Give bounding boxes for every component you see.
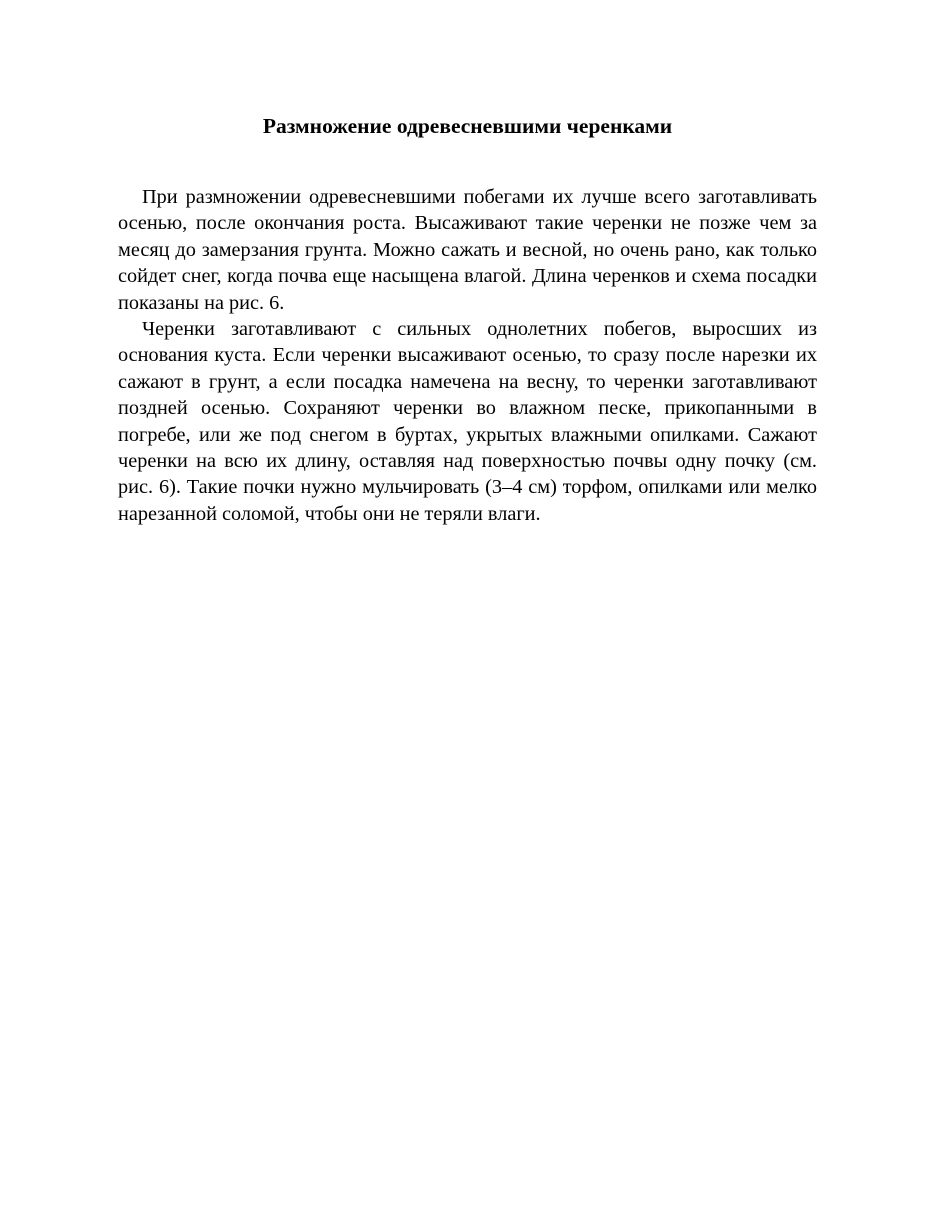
paragraph-1: При размножении одревесневшими побегами их лучше всего заготавливать осенью, после окончания роста. Высаживают такие черенки не позже чем за месяц до замерзания грунта. Можно сажать и весной, но очень рано, как только сойдет снег, когда почва еще насыщена влагой. Длина черенков и схема посадки показаны на рис. 6.	[118, 186, 817, 314]
body-text	[118, 184, 817, 527]
paragraph-2: Черенки заготавливают с сильных однолетних побегов, выросших из основания куста. Если черенки высаживают осенью, то сразу после нарезки их сажают в грунт, а если посадка намечена на весну, то черенки заготавливают поздней осенью. Сохраняют черенки во влажном песке, прикопанными в погребе, или же под снегом в буртах, укрытых влажными опилками. Сажают черенки на всю их длину, оставляя над поверхностью почвы одну почку (см. рис. 6). Такие почки нужно мульчировать (3–4 см) торфом, опилками или мелко нарезанной соломой, чтобы они не теряли влаги.	[118, 318, 817, 525]
page-title: Размножение одревесневшими черенками	[262, 114, 673, 138]
